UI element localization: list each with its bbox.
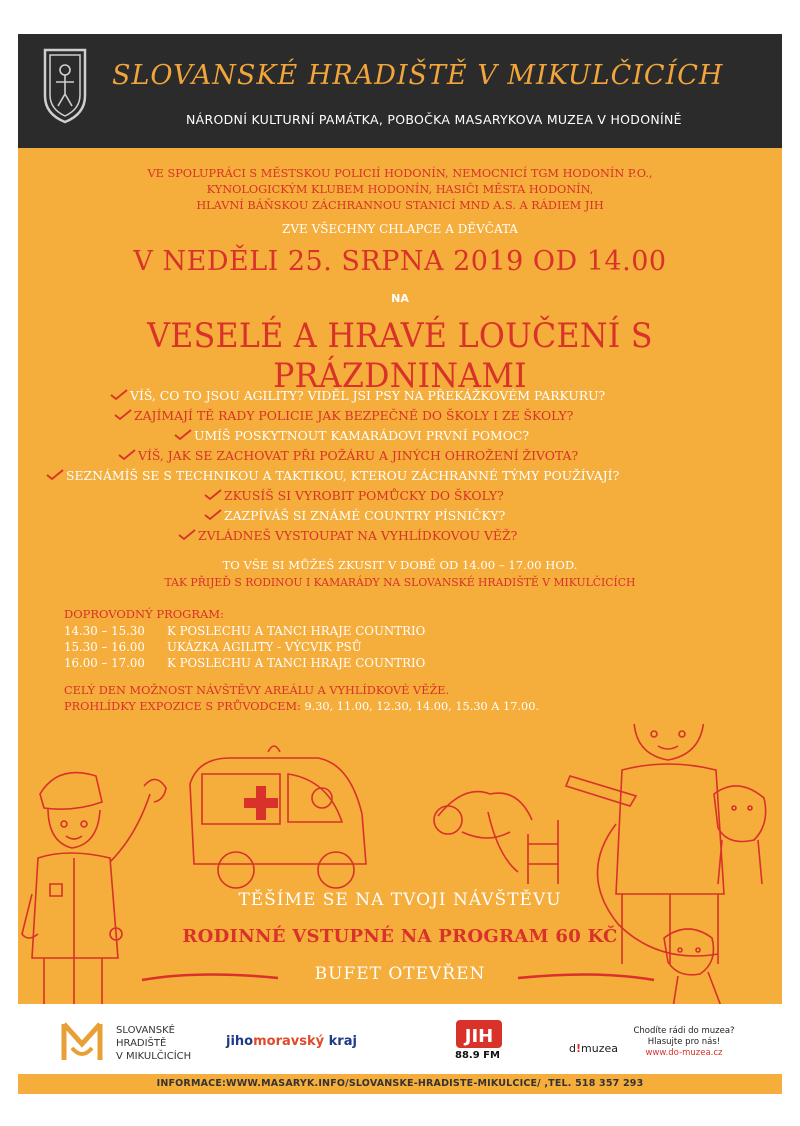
check-icon [114,409,132,421]
tours-label: PROHLÍDKY EXPOZICE S PRŮVODCEM: [64,700,301,713]
come-along-text: TAK PŘIJEĎ S RODINOU I KAMARÁDY NA SLOVANSKÉ HRADIŠTĚ V MIKULČICÍCH [164,576,636,589]
tours-text [64,700,539,713]
sponsor-jihomoravsky-kraj [226,1034,357,1049]
dog-agility-illustration [434,792,558,884]
event-date: V NEDĚLI 25. SRPNA 2019 OD 14.00 [133,246,667,277]
dm-part: d [569,1042,576,1055]
dm-part: muzea [581,1042,618,1055]
all-day-text: CELÝ DEN MOŽNOST NÁVŠTĚVY AREÁLU A VYHLÍDKOVÉ VĚŽE. [64,684,450,697]
program-desc: K POSLECHU A TANCI HRAJE COUNTRIO [167,656,426,670]
question-item: ZVLÁDNEŠ VYSTOUPAT NA VYHLÍDKOVOU VĚŽ? [178,528,517,543]
question-item: UMÍŠ POSKYTNOUT KAMARÁDOVI PRVNÍ POMOC? [174,428,529,443]
ambulance-illustration [190,746,366,888]
jmk-part: jiho [226,1034,254,1049]
question-item: VÍŠ, JAK SE ZACHOVAT PŘI POŽÁRU A JINÝCH OHROŽENÍ ŽIVOTA? [118,448,578,463]
promo-line: Hlasujte pro nás! [647,1037,721,1047]
check-icon [174,429,192,441]
dm-part: ! [575,1042,582,1055]
jmk-part: moravský [253,1034,325,1049]
looking-forward-text: TĚŠÍME SE NA TVOJI NÁVŠTĚVU [238,890,562,910]
cooperation-line: HLAVNÍ BÁŇSKOU ZÁCHRANNOU STANICÍ MND A.S. A RÁDIEM JIH [196,199,604,212]
entry-fee-text: RODINNÉ VSTUPNÉ NA PROGRAM 60 KČ [182,926,618,947]
invite-text: ZVE VŠECHNY CHLAPCE A DĚVČATA [282,222,518,236]
na-text: NA [391,292,409,305]
radio-frequency: 88.9 FM [455,1050,500,1061]
slovanske-hradiste-logo-icon [60,1020,104,1064]
crest-icon [40,46,90,124]
tours-times: 9.30, 11.00, 12.30, 14.00, 15.30 A 17.00. [300,700,539,713]
program-row [64,640,362,654]
promo-line: Chodíte rádi do muzea? [633,1026,735,1036]
program-row [64,656,425,670]
question-item: VÍŠ, CO TO JSOU AGILITY? VIDĚL JSI PSY NA PŘEKÁŽKOVÉM PARKURU? [110,388,605,403]
program-row [64,624,425,638]
check-icon [178,529,196,541]
question-item: SEZNÁMÍŠ SE S TECHNIKOU A TAKTIKOU, KTEROU ZÁCHRANNÉ TÝMY POUŽÍVAJÍ? [46,468,619,483]
program-time: 15.30 – 16.00 [64,640,145,654]
program-time: 16.00 – 17.00 [64,656,145,670]
program-desc: UKÁZKA AGILITY - VÝCVIK PSŮ [167,640,362,654]
sponsor-promo [624,1026,744,1059]
program-desc: K POSLECHU A TANCI HRAJE COUNTRIO [167,624,426,638]
question-item: ZAJÍMAJÍ TĚ RADY POLICIE JAK BEZPEČNĚ DO ŠKOLY I ZE ŠKOLY? [114,408,573,423]
cooperation-line: KYNOLOGICKÝM KLUBEM HODONÍN, HASIČI MĚSTA HODONÍN, [206,183,594,196]
check-icon [118,449,136,461]
check-icon [204,489,222,501]
footer-info: INFORMACE:WWW.MASARYK.INFO/SLOVANSKE-HRADISTE-MIKULCICE/ ,TEL. 518 357 293 [156,1078,644,1089]
sponsor-do-muzea [569,1042,618,1055]
sponsor-line: HRADIŠTĚ [116,1038,167,1049]
radio-name: JIH [464,1026,494,1047]
buffet-text: BUFET OTEVŘEN [314,964,486,984]
site-subtitle: NÁRODNÍ KULTURNÍ PAMÁTKA, POBOČKA MASARYKOVA MUZEA V HODONÍNĚ [186,112,682,127]
sponsor-line: SLOVANSKÉ [116,1025,176,1036]
footer-bar [18,1074,782,1094]
check-icon [110,389,128,401]
site-title: SLOVANSKÉ HRADIŠTĚ V MIKULČICÍCH [112,60,724,91]
question-item: ZKUSÍŠ SI VYROBIT POMŮCKY DO ŠKOLY? [204,488,504,503]
check-icon [204,509,222,521]
red-cross-icon [244,786,278,820]
program-time: 14.30 – 15.30 [64,624,145,638]
header-band [18,34,782,148]
check-icon [46,469,64,481]
try-all-text: TO VŠE SI MŮŽEŠ ZKUSIT V DOBĚ OD 14.00 – 17.00 HOD. [222,558,578,572]
question-item: ZAZPÍVÁŠ SI ZNÁMÉ COUNTRY PÍSNIČKY? [204,508,505,523]
program-title: DOPROVODNÝ PROGRAM: [64,607,224,621]
sponsors-bar [18,1004,782,1074]
cooperation-line: VE SPOLUPRÁCI S MĚSTSKOU POLICIÍ HODONÍN, NEMOCNICÍ TGM HODONÍN P.O., [147,167,653,180]
promo-url[interactable]: www.do-muzea.cz [645,1048,723,1058]
poster [18,34,782,1094]
event-title: VESELÉ A HRAVÉ LOUČENÍ S PRÁZDNINAMI [147,316,653,396]
jmk-part: kraj [324,1034,357,1049]
cooperation-block [18,166,782,214]
sponsor-line: V MIKULČICÍCH [116,1051,192,1062]
